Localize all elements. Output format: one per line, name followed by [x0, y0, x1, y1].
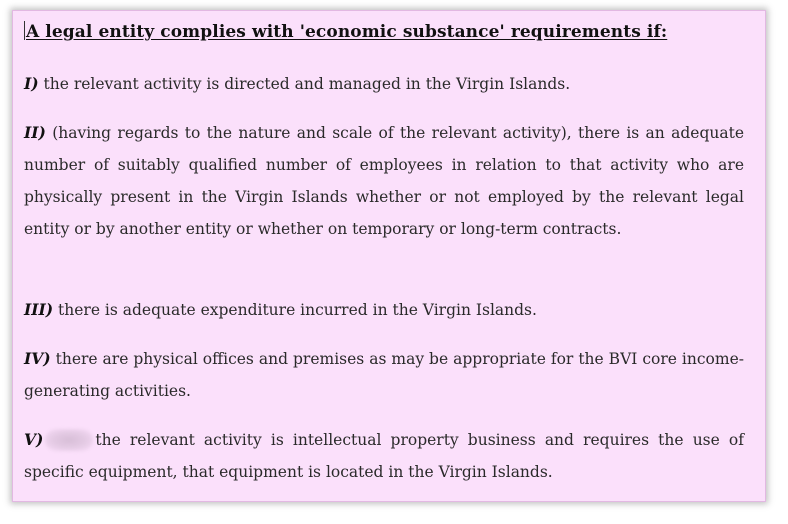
text-cursor: [24, 21, 25, 40]
list-item: [24, 424, 744, 488]
item-number: I): [24, 74, 39, 93]
document-card: [12, 10, 766, 502]
document-title-text: A legal entity complies with 'economic substance' requirements if:: [26, 22, 668, 42]
item-number: III): [24, 300, 54, 319]
item-text: there are physical offices and premises as may be appropriate for the BVI core income-generating activities.: [24, 350, 744, 400]
item-text: the relevant activity is directed and managed in the Virgin Islands.: [43, 75, 571, 93]
item-number: II): [24, 123, 46, 142]
blurred-redaction: [45, 429, 93, 451]
item-number: IV): [24, 349, 51, 368]
item-text: the relevant activity is intellectual property business and requires the use of specific equipment, that equipment is located in the Virgin Islands.: [24, 431, 744, 481]
item-number: V): [24, 430, 44, 449]
item-text: there is adequate expenditure incurred in the Virgin Islands.: [58, 301, 537, 319]
list-item: [24, 343, 744, 407]
list-item: [24, 68, 744, 100]
list-item: [24, 117, 744, 245]
list-item: [24, 294, 744, 326]
document-title: [24, 21, 667, 42]
item-text: (having regards to the nature and scale of the relevant activity), there is an adequate number of suitably qualified number of employees in relation to that activity who are physically present in the Virgin Islands whether or not employed by the relevant legal entity or by another entity or whether on temporary or long-term contracts.: [24, 124, 744, 238]
